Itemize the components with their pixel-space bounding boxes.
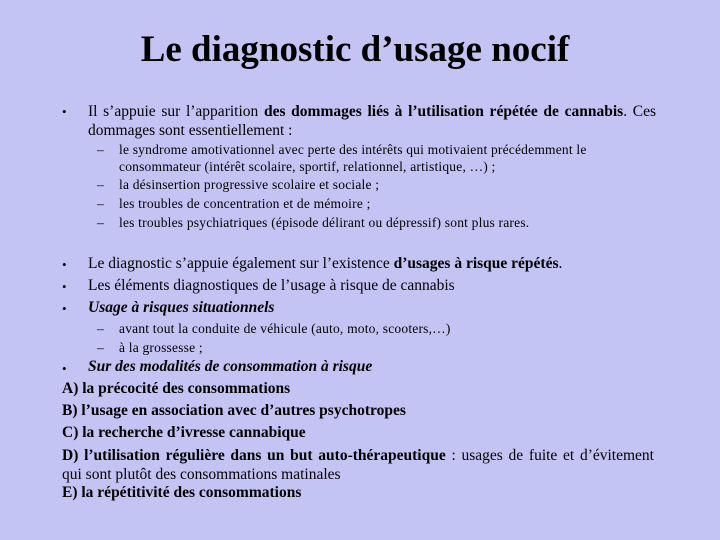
p2-text-bold: d’usages à risque répétés: [393, 255, 559, 272]
bullet-marker: •: [62, 279, 67, 294]
list-item-b: B) l’usage en association avec d’autres psychotropes: [62, 402, 406, 419]
paragraph-usages-repetes: [88, 255, 562, 273]
sub-item-text: la désinsertion progressive scolaire et sociale ;: [119, 177, 380, 192]
paragraph-modalites: Sur des modalités de consommation à risque: [88, 358, 373, 375]
dash-marker: –: [97, 321, 104, 336]
sub-item-text: les troubles de concentration et de mémoire ;: [119, 196, 371, 211]
list-item-e: E) la répétitivité des consommations: [62, 484, 302, 501]
list-item-a: A) la précocité des consommations: [62, 380, 291, 397]
sub-item-text: avant tout la conduite de véhicule (auto, moto, scooters,…): [119, 321, 451, 336]
paragraph-dommages: [88, 102, 656, 140]
bullet-marker: •: [62, 257, 67, 272]
bullet-marker: •: [62, 104, 67, 119]
sub-item-text: à la grossesse ;: [119, 340, 203, 355]
list-item-c: C) la recherche d’ivresse cannabique: [62, 424, 306, 441]
sub-item-text: le syndrome amotivationnel avec perte des intérêts qui motivaient précédemment le consommateur (intérêt scolaire, sportif, relationnel, artistique, …) ;: [119, 142, 587, 174]
list-item-d-head: D) l’utilisation régulière dans un but auto-thérapeutique: [62, 447, 446, 464]
paragraph-usage-situationnel: Usage à risques situationnels: [88, 299, 275, 316]
list-item-d: [62, 446, 654, 484]
list-item-d-rest: : usages de fuite et d’évitement qui sont plutôt des consommations matinales: [62, 447, 654, 483]
p2-text-c: .: [558, 255, 563, 272]
dash-marker: –: [97, 196, 104, 211]
p1-text-bold: des dommages liés à l’utilisation répétée de cannabis: [263, 103, 624, 120]
p1-text-c: . Ces dommages sont essentiellement :: [88, 103, 656, 139]
bullet-marker: •: [62, 361, 67, 376]
p1-text-a: Il s’appuie sur l’apparition: [88, 103, 264, 120]
dash-marker: –: [97, 142, 104, 157]
p2-text-a: Le diagnostic s’appuie également sur l’existence: [88, 255, 394, 272]
dash-marker: –: [97, 340, 104, 355]
dash-marker: –: [97, 177, 104, 192]
sub-item-text: les troubles psychiatriques (épisode délirant ou dépressif) sont plus rares.: [119, 215, 530, 230]
paragraph-elements-diagnostiques: Les éléments diagnostiques de l’usage à risque de cannabis: [88, 277, 455, 294]
slide-title: Le diagnostic d’usage nocif: [140, 29, 570, 70]
bullet-marker: •: [62, 301, 67, 316]
dash-marker: –: [97, 215, 104, 230]
